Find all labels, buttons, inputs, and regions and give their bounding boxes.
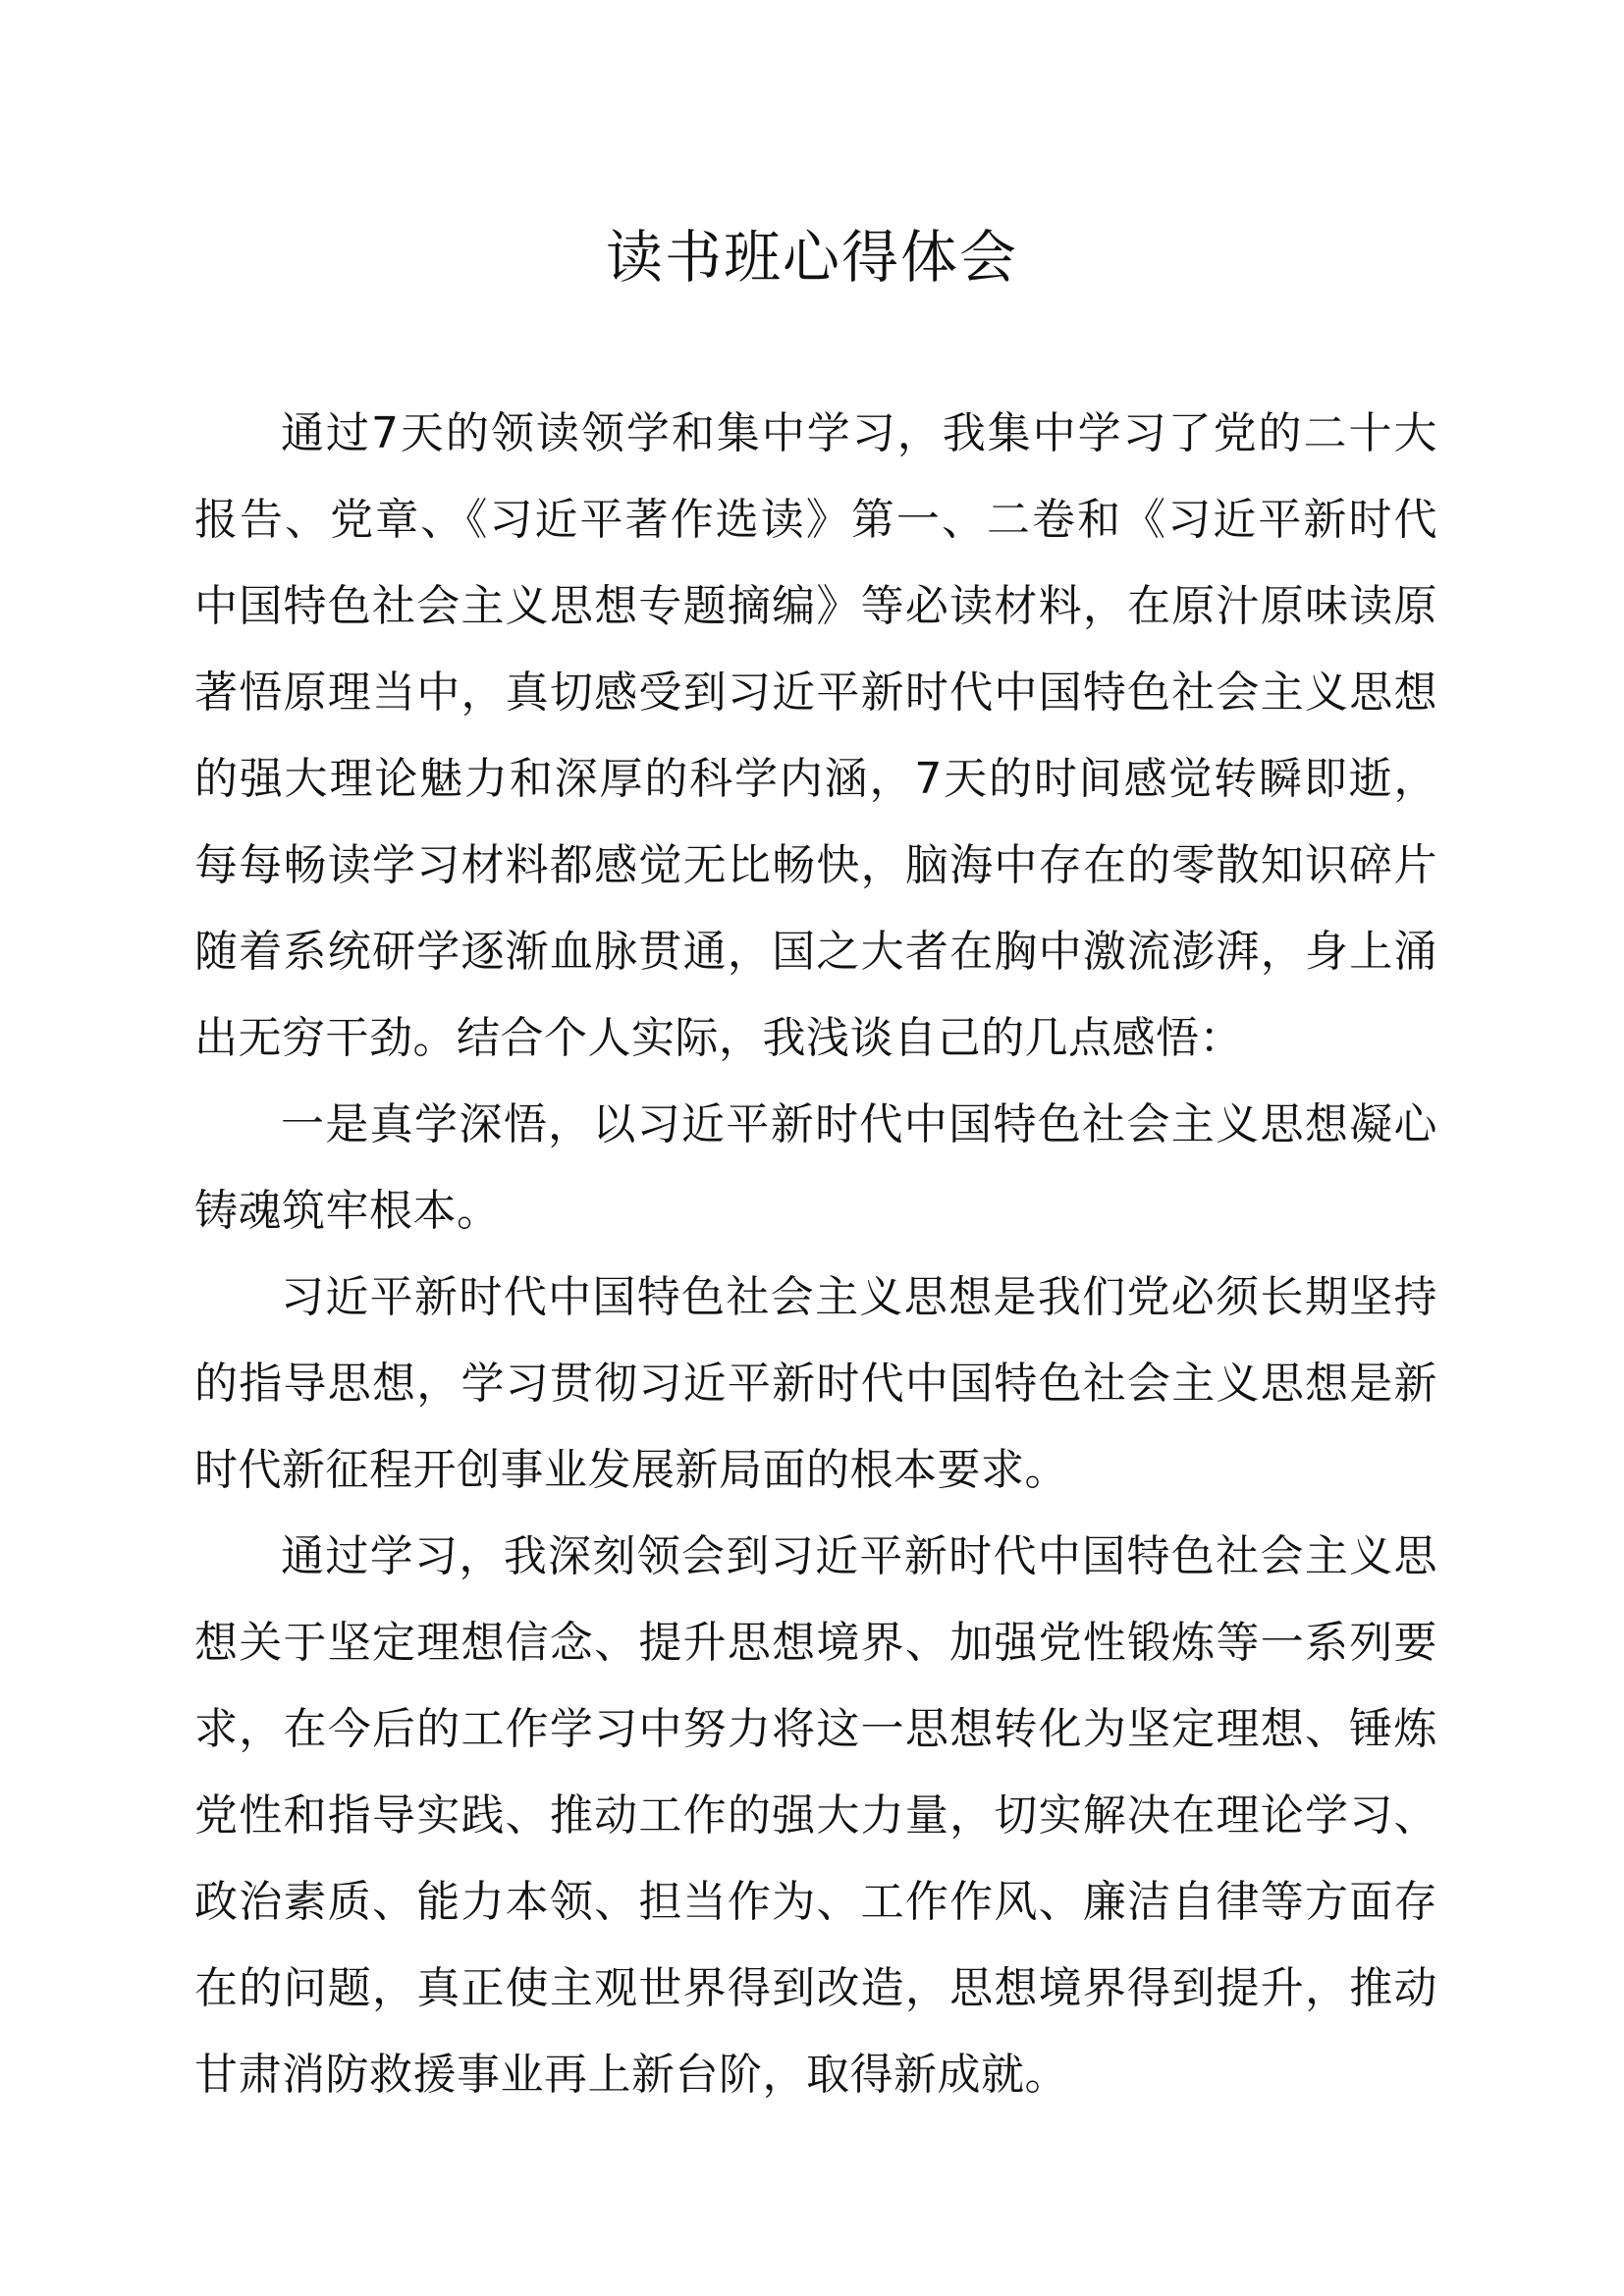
paragraph-guiding-thought: 习近平新时代中国特色社会主义思想是我们党必须长期坚持的指导思想，学习贯彻习近平新时代中国特色社会主义思想是新时代新征程开创事业发展新局面的根本要求。 [194,1272,1437,1495]
paragraph-intro: 通过7天的领读领学和集中学习，我集中学习了党的二十大报告、党章、《习近平著作选读》第一、二卷和《习近平新时代中国特色社会主义思想专题摘编》等必读材料，在原汁原味读原著悟原理当中，真切感受到习近平新时代中国特色社会主义思想的强大理论魅力和深厚的科学内涵，7天的时间感觉转瞬即逝，每每畅读学习材料都感觉无比畅快，脑海中存在的零散知识碎片随着系统研学逐渐血脉贯通，国之大者在胸中激流澎湃，身上涌出无穷干劲。结合个人实际，我浅谈自己的几点感悟： [194,408,1437,1063]
paragraph-point-one-heading: 一是真学深悟，以习近平新时代中国特色社会主义思想凝心铸魂筑牢根本。 [194,1099,1437,1236]
document-body [194,391,1437,2118]
document-title: 读书班心得体会 [605,224,1018,291]
paragraph-study-outcome: 通过学习，我深刻领会到习近平新时代中国特色社会主义思想关于坚定理想信念、提升思想境界、加强党性锻炼等一系列要求，在今后的工作学习中努力将这一思想转化为坚定理想、锤炼党性和指导实践、推动工作的强大力量，切实解决在理论学习、政治素质、能力本领、担当作为、工作作风、廉洁自律等方面存在的问题，真正使主观世界得到改造，思想境界得到提升，推动甘肃消防救援事业再上新台阶，取得新成就。 [194,1531,1437,2100]
